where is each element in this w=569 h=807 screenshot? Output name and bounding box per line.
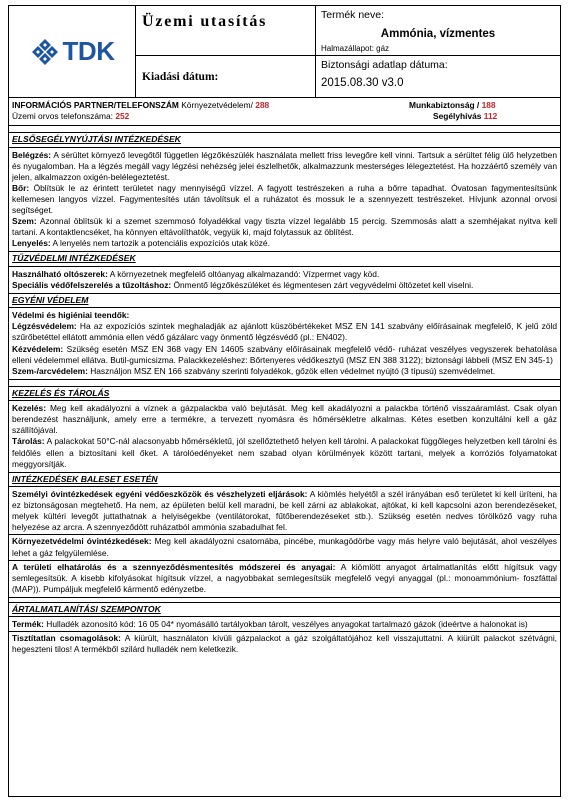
- termek-label: Termék neve:: [321, 9, 385, 21]
- label-oltoszerek: Használható oltószerek:: [12, 268, 108, 279]
- tdk-diamond-icon: [30, 37, 60, 67]
- product-name: Ammónia, vízmentes: [380, 27, 496, 40]
- segely-number: 112: [483, 111, 498, 122]
- text-vedofelszereles: Önmentő légzőkészüléket és légmentesen zárt vegyvédelmi öltözetet kell viselni.: [171, 279, 474, 290]
- label-szemvedelem: Szem-/arcvédelem:: [12, 365, 88, 376]
- munka-label: Munkabiztonság /: [409, 100, 480, 110]
- text-szemvedelem: Használjon MSZ EN 166 szabvány szerinti folyadékok, gőzök ellen védelmet nyújtó (3 típusú) szemvédelmet.: [87, 365, 496, 376]
- section-body-artalmatlanitas: [9, 617, 560, 657]
- section-title-artalmatlanitas: ÁRTALMATLANÍTÁSI SZEMPONTOK: [9, 602, 560, 617]
- munka-number: 188: [481, 100, 496, 110]
- kiadasi-value: :: [214, 71, 219, 83]
- page-title: Üzemi utasítás: [142, 13, 268, 30]
- label-kezvedelem: Kézvédelem:: [12, 343, 64, 354]
- text-legzesvedelem: Ha az expozíciós szintek meghaladják az ajánlott küszöbértékeket MSZ EN 141 szabvány előírásainak megfelelő, K jelű zöld szűrőbetéttel ellátott ammónia ellen védő gázálarc vagy önmentő légzésvédő (pl.: EN402).: [12, 321, 557, 343]
- text-kezvedelem: Szükség esetén MSZ EN 368 vagy EN 14605 szabvány előírásainak megfelelő védő- ruházat veszélyes vegyszerek behatolása elleni védelemmel ellátva. Butil-gumicsizma. Palackkezeléshez: Bőrtenyeres védőkesztyű (MSZ EN 388 3122); biztonsági lábbeli (MSZ EN 345-1): [12, 343, 557, 365]
- document-page: [8, 5, 561, 797]
- segely-label: Segélyhívás: [433, 111, 482, 122]
- label-lenyeles: Lenyelés:: [12, 238, 51, 249]
- label-tarolas: Tárolás:: [12, 436, 45, 447]
- label-legzesvedelem: Légzésvédelem:: [12, 321, 77, 332]
- kornyezet-number: 288: [255, 100, 270, 110]
- text-oltoszerek: A környezetnek megfelelő oltóanyag alkalmazandó: Vízpermet vagy köd.: [107, 268, 380, 279]
- label-szem: Szem:: [12, 216, 37, 227]
- text-szemelyi: A kiömlés helyétől a szél irányában eső területet ki kell üríteni, ha ez biztonságosan megtehető. Ha nem, az épületen belül kell maradni, be kell zárni az ablakokat, ajtókat, ki kell kapcsolni azon berendezéseket, melyek kültéri levegőt juttathatnak a helyiségekbe (ventilátorokat, fűtőberendezéseket stb.). Szükség esetén nedves törölköző vagy ruha helyezése az arcra. A szennyeződött ruházatból ammónia szabadulhat fel.: [12, 489, 557, 533]
- label-csomagolas: Tisztítatlan csomagolások:: [12, 633, 121, 644]
- section-body-baleset: [9, 487, 560, 598]
- label-vedelmi-teendok: Védelmi és higiéniai teendők:: [12, 310, 130, 321]
- label-elhatarolas: A területi elhatárolás és a szennyeződésmentesítés módszerei és anyagai:: [12, 561, 336, 572]
- section-body-egyeni-vedelem: [9, 308, 560, 380]
- logo-cell: [9, 6, 136, 97]
- text-termek: Hulladék azonosító kód: 16 05 04* nyomásálló tartályokban tárolt, veszélyes anyagokat tartalmazó gázok (ideértve a halonokat is): [43, 619, 528, 630]
- label-kezeles: Kezelés:: [12, 403, 46, 414]
- text-bor: Öblítsük le az érintett területet nagy mennyiségű vízzel. A fagyott testrészeken a ruha a bőrre tapadhat. Óvatosan fagymentesítsünk kellemesen langyos vízzel. Fagymentesítés után távolítsuk el a ruházatot és mossuk le a szennyezett testrészeket. Hívjunk azonnal orvosi segítséget.: [12, 182, 557, 215]
- text-belegzes: A sérültet környező levegőtől független légzőkészülék használata mellett friss levegőre kell vinni. Tartsuk a sérültet félig ülő helyzetben és nyugalomban. Ha a légzés megáll vagy légzési nehézség jelei észlelhetők, alkalmazzunk mesterséges lélegeztetést. Ha hozzáértő személy van jelen, alkalmazzon oxigén-belélegeztetést.: [12, 149, 557, 182]
- document-header: [9, 6, 560, 98]
- text-kornyezetvedelmi: Meg kell akadályozni csatornába, pincébe, munkagödörbe vagy más helyre való bejutását, ahol veszélyes lehet a gáz felgyülemlése.: [12, 536, 557, 558]
- kornyezet-label: Környezetvédelem/: [181, 100, 253, 110]
- logo-text: TDK: [62, 36, 115, 67]
- bizt-label: Biztonsági adatlap dátuma:: [321, 59, 448, 71]
- kiadasi-label: Kiadási dátum: [142, 71, 215, 83]
- label-vedofelszereles: Speciális védőfelszerelés a tűzoltáshoz:: [12, 279, 172, 290]
- text-tarolas: A palackokat 50°C-nál alacsonyabb hőmérsékletű, jól szellőztethető helyen kell tárolni. A palackokat függőleges helyzetben kell tárolni és feldőlés ellen a biztosítani kell őket. A tárolóedényeket nem szabad olyan körülmények között tartani, melyek a korróziós folyamatokat meggyorsítják.: [12, 436, 557, 469]
- partner-label: INFORMÁCIÓS PARTNER/TELEFONSZÁM: [12, 100, 179, 110]
- text-elhatarolas: A kiömlött anyagot ártalmatlanítás előtt hígítsuk vagy semlegesítsük. A kisebb kifolyásokat hígítsuk vízzel, a nagyobbakat semlegesítsük megfelelő vegyi anyaggal (pl.: monoammónium- foszfáttal (MAP)). Pumpáljuk megfelelő kármentő edényzetbe.: [12, 561, 557, 594]
- label-kornyezetvedelmi: Környezetvédelmi óvintézkedések:: [12, 536, 152, 547]
- section-title-elsosegely: ELSŐSEGÉLYNYÚJTÁSI INTÉZKEDÉSEK: [9, 132, 560, 147]
- section-title-egyeni-vedelem: EGYÉNI VÉDELEM: [9, 294, 560, 308]
- section-body-elsosegely: [9, 148, 560, 253]
- orvos-label: Üzemi orvos telefonszáma:: [12, 111, 114, 122]
- text-csomagolas: A kiürült, használaton kívüli gázpalackot a gáz szolgáltatójához kell visszajuttatni. A kiürült palackot szétvágni, hegeszteni tilos! A termékből szilárd hulladék nem keletkezik.: [12, 633, 558, 655]
- text-szem: Azonnal öblítsük ki a szemet szemmosó folyadékkal vagy tiszta vízzel legalább 15 percig. Szemmosás alatt a szemhéjakat nyitva kell tartani. A kontaktlencséket, ha könnyen eltávolíthatók, vegyük ki, majd folytassuk az öblítést.: [12, 216, 557, 238]
- bizt-date: 2015.08.30 v3.0: [321, 76, 404, 89]
- section-title-baleset: INTÉZKEDÉSEK BALESET ESETÉN: [9, 473, 560, 487]
- header-right: [316, 6, 560, 97]
- section-body-tuzvedelem: [9, 267, 560, 294]
- label-bor: Bőr:: [12, 182, 30, 193]
- section-body-kezeles: [9, 401, 560, 473]
- header-middle: [136, 6, 316, 97]
- label-belegzes: Belégzés:: [12, 149, 52, 160]
- text-lenyeles: A lenyelés nem tartozik a potenciális expozíciós utak közé.: [50, 238, 270, 249]
- section-title-tuzvedelem: TŰZVÉDELMI INTÉZKEDÉSEK: [9, 252, 560, 266]
- label-szemelyi: Személyi óvintézkedések egyéni védőeszközök és vészhelyzeti eljárások:: [12, 489, 308, 500]
- section-title-kezeles: KEZELÉS ÉS TÁROLÁS: [9, 386, 560, 401]
- orvos-number: 252: [115, 111, 130, 122]
- contact-info: [9, 98, 560, 126]
- halmazallapot: Halmazállapot: gáz: [321, 44, 390, 54]
- text-kezeles: Meg kell akadályozni a víznek a gázpalackba való bejutását. Meg kell akadályozni a palackba történő visszaáramlást. Csak olyan berendezést használjunk, amely erre a termékre, a tervezett nyomásra és hőmérsékletre alkalmas. Kétes esetben konzultálni kell a gáz szállítójával.: [12, 403, 557, 436]
- label-termek: Termék:: [12, 619, 44, 630]
